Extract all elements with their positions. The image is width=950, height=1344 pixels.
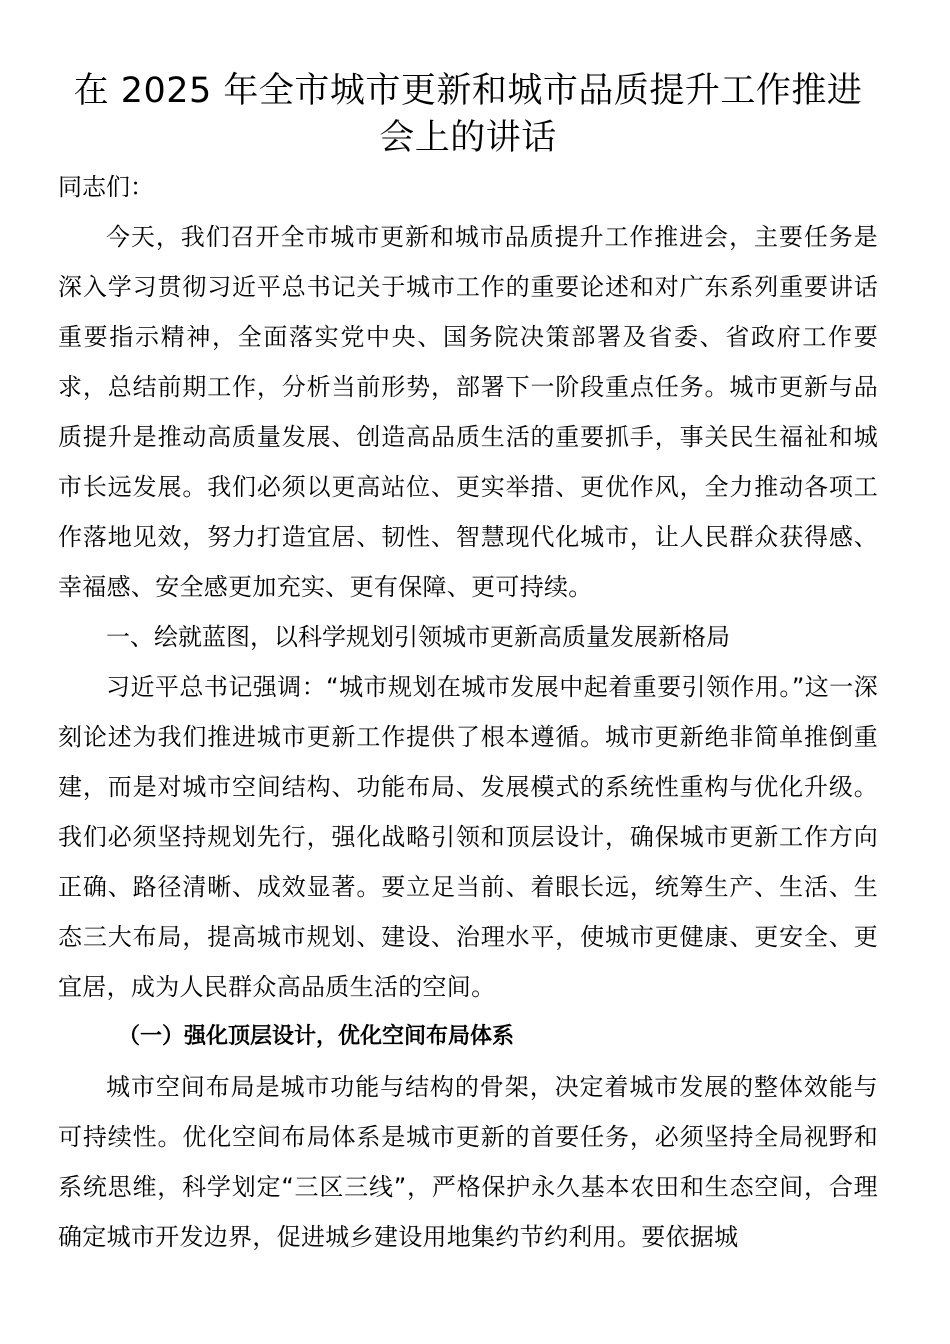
subsection-heading-1: （一）强化顶层设计，优化空间布局体系 — [118, 1024, 515, 1049]
section-heading-1: 一、绘就蓝图，以科学规划引领城市更新高质量发展新格局 — [106, 623, 730, 651]
salutation: 同志们： — [58, 173, 154, 201]
paragraph-subsection-1: 城市空间布局是城市功能与结构的骨架，决定着城市发展的整体效能与可持续性。优化空间布局体系是城市更新的首要任务，必须坚持全局视野和系统思维，科学划定“三区三线”，严格保护永久基本农田和生态空间，合理确定城市开发边界，促进城乡建设用地集约节约利用。要依据城 — [58, 1073, 878, 1251]
paragraph-section-1: 习近平总书记强调：“城市规划在城市发展中起着重要引领作用。”这一深刻论述为我们推进城市更新工作提供了根本遵循。城市更新绝非简单推倒重建，而是对城市空间结构、功能布局、发展模式的系统性重构与优化升级。我们必须坚持规划先行，强化战略引领和顶层设计，确保城市更新工作方向正确、路径清晰、成效显著。要立足当前、着眼长远，统筹生产、生活、生态三大布局，提高城市规划、建设、治理水平，使城市更健康、更安全、更宜居，成为人民群众高品质生活的空间。 — [58, 673, 878, 1001]
document-title: 在 2025 年全市城市更新和城市品质提升工作推进会上的讲话 — [73, 71, 863, 158]
paragraph-intro: 今天，我们召开全市城市更新和城市品质提升工作推进会，主要任务是深入学习贯彻习近平总书记关于城市工作的重要论述和对广东系列重要讲话重要指示精神，全面落实党中央、国务院决策部署及省委、省政府工作要求，总结前期工作，分析当前形势，部署下一阶段重点任务。城市更新与品质提升是推动高质量发展、创造高品质生活的重要抓手，事关民生福祉和城市长远发展。我们必须以更高站位、更实举措、更优作风，全力推动各项工作落地见效，努力打造宜居、韧性、智慧现代化城市，让人民群众获得感、幸福感、安全感更加充实、更有保障、更可持续。 — [58, 223, 878, 601]
document-page — [58, 68, 878, 1262]
